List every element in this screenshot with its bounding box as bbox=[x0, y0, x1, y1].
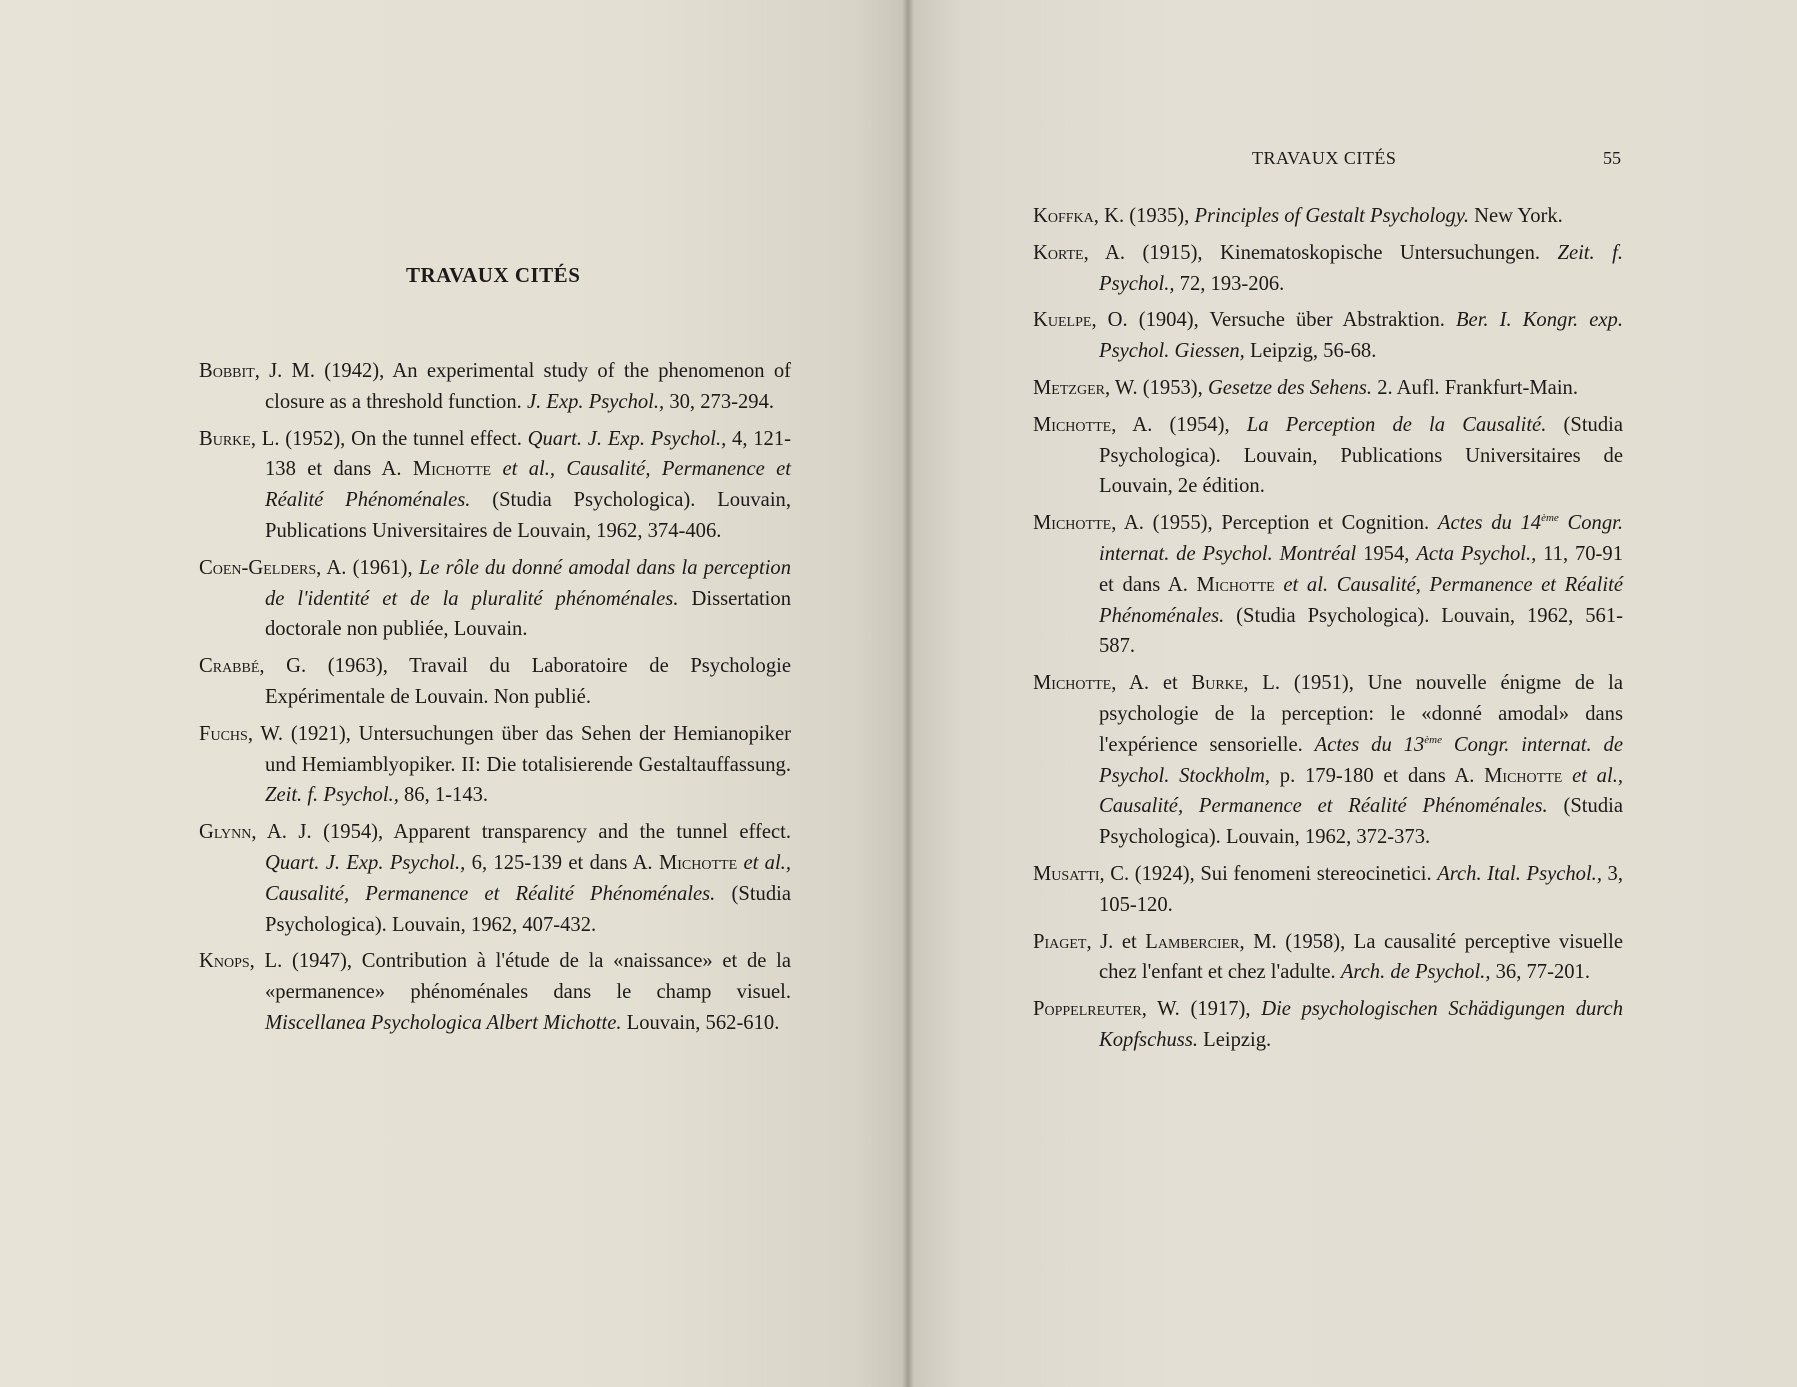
reference-knops: Knops, L. (1947), Contribution à l'étude de la «naissance» et de la «permanence» phénoménales dans le champ visuel. Miscellanea Psychologica Albert Michotte. Louvain, 562-610. bbox=[199, 950, 791, 1034]
reference-michotte-1955: Michotte, A. (1955), Perception et Cognition. Actes du 14ème Congr. internat. de Psychol. Montréal 1954, Acta Psychol., 11, 70-91 et dans A. Michotte et al. Causalité, Permanence et Réalité Phénoménales. (Studia Psychologica). Louvain, 1962, 561-587. bbox=[1033, 512, 1624, 658]
reference-crabbe: Crabbé, G. (1963), Travail du Laboratoire de Psychologie Expérimentale de Louvain. Non publié. bbox=[199, 655, 791, 708]
reference-poppelreuter: Poppelreuter, W. (1917), Die psychologischen Schädigungen durch Kopfschuss. Leipzig. bbox=[1033, 998, 1623, 1051]
reference-glynn: Glynn, A. J. (1954), Apparent transparency and the tunnel effect. Quart. J. Exp. Psychol., 6, 125-139 et dans A. Michotte et al., Causalité, Permanence et Réalité Phénoménales. (Studia Psychologica). Louvain, 1962, 407-432. bbox=[199, 821, 791, 936]
reference-bobbit: Bobbit, J. M. (1942), An experimental study of the phenomenon of closure as a threshold function. J. Exp. Psychol., 30, 273-294. bbox=[199, 360, 791, 413]
reference-fuchs: Fuchs, W. (1921), Untersuchungen über das Sehen der Hemianopiker und Hemiamblyopiker. II: Die totalisierende Gestaltauffassung. Zeit. f. Psychol., 86, 1-143. bbox=[199, 722, 791, 807]
book-gutter bbox=[902, 0, 914, 1387]
reference-list-left bbox=[199, 356, 791, 1045]
reference-list-right bbox=[1033, 201, 1623, 1062]
reference-piaget: Piaget, J. et Lambercier, M. (1958), La causalité perceptive visuelle chez l'enfant et chez l'adulte. Arch. de Psychol., 36, 77-201. bbox=[1033, 930, 1623, 984]
reference-coen-gelders: Coen-Gelders, A. (1961), Le rôle du donné amodal dans la perception de l'identité et de la pluralité phénoménales. Dissertation doctorale non publiée, Louvain. bbox=[199, 556, 792, 641]
reference-metzger: Metzger, W. (1953), Gesetze des Sehens. 2. Aufl. Frankfurt-Main. bbox=[1033, 376, 1578, 399]
reference-koffka: Koffka, K. (1935), Principles of Gestalt Psychology. New York. bbox=[1033, 205, 1563, 227]
page-number: 55 bbox=[1603, 148, 1621, 168]
reference-michotte-burke: Michotte, A. et Burke, L. (1951), Une nouvelle énigme de la psychologie de la perception: le «donné amodal» dans l'expérience sensorielle. Actes du 13ème Congr. internat. de Psychol. Stockholm, p. 179-180 et dans A. Michotte et al., Causalité, Permanence et Réalité Phénoménales. (Studia Psychologica). Louvain, 1962, 372-373. bbox=[1033, 672, 1623, 849]
section-title: TRAVAUX CITÉS bbox=[406, 263, 581, 287]
reference-kuelpe: Kuelpe, O. (1904), Versuche über Abstraktion. Ber. I. Kongr. exp. Psychol. Giessen, Leipzig, 56-68. bbox=[1033, 309, 1623, 363]
running-head: TRAVAUX CITÉS bbox=[1252, 148, 1397, 168]
reference-korte: Korte, A. (1915), Kinematoskopische Untersuchungen. Zeit. f. Psychol., 72, 193-206. bbox=[1033, 241, 1623, 295]
reference-musatti: Musatti, C. (1924), Sui fenomeni stereocinetici. Arch. Ital. Psychol., 3, 105-120. bbox=[1033, 862, 1623, 916]
reference-burke: Burke, L. (1952), On the tunnel effect. Quart. J. Exp. Psychol., 4, 121-138 et dans A. Michotte et al., Causalité, Permanence et Réalité Phénoménales. (Studia Psychologica). Louvain, Publications Universitaires de Louvain, 1962, 374-406. bbox=[199, 427, 792, 542]
reference-michotte-1954: Michotte, A. (1954), La Perception de la Causalité. (Studia Psychologica). Louvain, Publications Universitaires de Louvain, 2e édition. bbox=[1033, 413, 1624, 498]
